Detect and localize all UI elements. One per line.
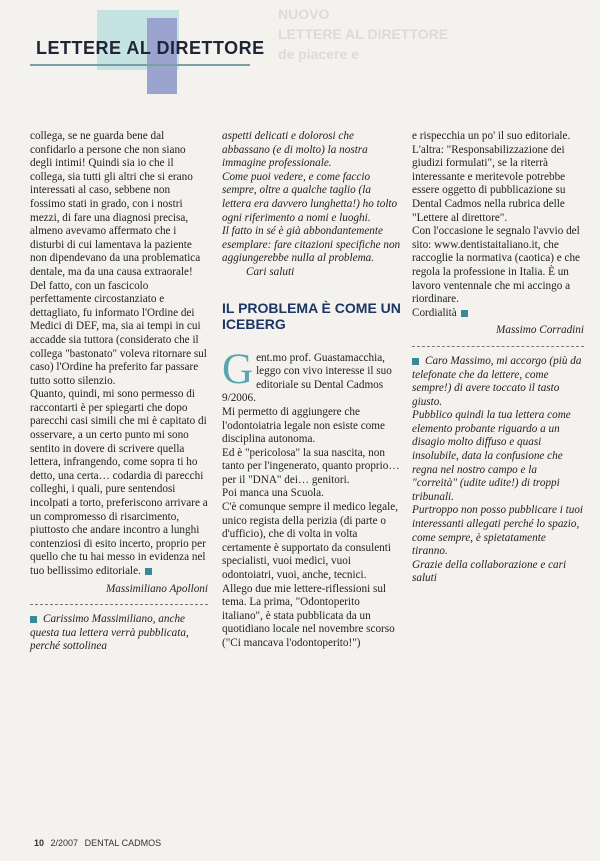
reply-body: Carissimo Massimiliano, anche questa tua lettera verrà pubblicata, perché sottolinea — [30, 613, 189, 653]
header-rule — [30, 64, 250, 66]
reply-text: Grazie della collaborazione e cari saluti — [412, 558, 567, 585]
article-heading: IL PROBLEMA È COME UN ICEBERG — [222, 299, 401, 332]
paragraph-text: Cordialità — [412, 306, 457, 319]
paragraph: Ed è "pericolosa" la sua nascita, non tanto per l'ingenerato, quanto proprio… per il "DNA" dei… genitori. — [222, 446, 400, 486]
bleed-through-text — [270, 0, 600, 90]
column-3 — [412, 130, 584, 586]
letter-signature: Massimo Corradini — [496, 324, 584, 337]
paragraph: collega, se ne guarda bene dal confidarlo a persone che non siano degli intimi! Quindi sia io che il collega, sia tutti gli altri che si erano interessati al caso, sebbene non fossimo stati in grado, con i nostri mezzi, di fare una diagnosi precisa, almeno avevamo affermato che i disturbi di cui lamentava la paziente non dipendevano da una problematica dentale, ma da una causa extraorale! — [30, 130, 201, 278]
column-2 — [222, 130, 402, 651]
paragraph: leggo con vivo interesse il suo editoriale su Dental Cadmos 9/2006. — [222, 365, 392, 405]
paragraph — [412, 307, 584, 321]
paragraph: Poi manca una Scuola. — [222, 487, 324, 500]
end-mark-icon — [145, 568, 152, 575]
salutation: ent.mo prof. Guastamacchia, — [256, 351, 385, 364]
letter-signature: Massimiliano Apolloni — [105, 582, 208, 595]
reply-text: Pubblico quindi la tua lettera come elemento probante riguardo a un disagio molto diffuso e quasi insolubile, data la confusione che regna nel nostro campo e la "correità" (udite udite!) di troppi tribunali. — [412, 409, 571, 503]
reply-mark-icon — [30, 616, 37, 623]
reply-closing: Cari saluti — [246, 265, 295, 278]
reply-text: Come puoi vedere, e come faccio sempre, oltre a qualche taglio (la lettera era davvero lunghetta!) ho tolto ogni riferimento a nomi e luoghi. — [222, 170, 398, 224]
paragraph: Con l'occasione le segnalo l'avvio del sito: www.dentistaitaliano.it, che raccoglie la normativa (caotica) e che regola la professione in Italia. È un lavoro ventennale che mi accingo a riordinare. — [412, 225, 581, 306]
drop-cap: G — [222, 345, 254, 393]
reply-mark-icon — [412, 358, 419, 365]
reply-text: Purtroppo non posso pubblicare i tuoi interessanti allegati perché lo spazio, come sempre, è spietatamente tiranno. — [412, 504, 584, 558]
editor-reply — [412, 346, 584, 586]
page-number: 10 — [34, 838, 45, 848]
magazine-name: DENTAL CADMOS — [84, 838, 162, 848]
column-1 — [30, 130, 208, 654]
reply-text: aspetti delicati e dolorosi che abbassano (e di molto) la nostra immagine professionale. — [222, 130, 368, 170]
end-mark-icon — [461, 310, 468, 317]
editor-reply — [30, 604, 208, 654]
reply-text — [412, 355, 584, 409]
bleed-line: de piacere e — [278, 46, 359, 62]
paragraph: C'è comunque sempre il medico legale, unico regista della perizia (di parte o d'ufficio), che di volta in volta certamente è supportato da consulenti specialisti, vuoi medici, vuoi odontoiatri, vuoi, anche, tecnici. — [222, 501, 398, 582]
reply-text — [30, 613, 208, 654]
reply-text: Il fatto in sé è già abbondantemente esemplare: fare citazioni specifiche non aggiungerebbe nulla al problema. — [222, 225, 401, 265]
paragraph: e rispecchia un po' il suo editoriale. L'altra: "Responsabilizzazione dei giudizi formulati", se la riterrà interessante e meritevole potrebbe essere oggetto di pubblicazione su Dental Cadmos nella rubrica delle "Lettere al direttore". — [412, 130, 571, 224]
reply-body: Caro Massimo, mi accorgo (più da telefonate che da lettere, come sempre!) di avere toccato il tasto giusto. — [412, 354, 582, 408]
paragraph-text: Quanto, quindi, mi sono permesso di raccontarti è per spiegarti che dopo parecchi casi simili che mi è capitato di osservare, a un certo punto mi sono sentito in dovere di scrivere quella lettera, infrangendo, come sopra ti ho detto, una certa… codardia di parecchi colleghi, i quali, pure sentendosi incolpati a torto, preferiscono arrivare a un compromesso di risarcimento, piuttosto che andare incontro a lunghi contenziosi di esito incerto, proprio per quello che tu hai messo in evidenza nel tuo bellissimo editoriale. — [30, 388, 208, 577]
paragraph — [30, 388, 208, 578]
bleed-line: NUOVO — [278, 6, 330, 22]
paragraph: Allego due mie lettere-riflessioni sul tema. La prima, "Odontoperito italiano", è stata pubblicata da un quotidiano locale nel novembre scorso ("Ci mancava l'odontoperito!") — [222, 582, 395, 649]
paragraph: Mi permetto di aggiungere che l'odontoiatria legale non esiste come disciplina autonoma. — [222, 405, 385, 446]
section-header-title: LETTERE AL DIRETTORE — [36, 38, 265, 58]
letter-opening — [222, 345, 402, 406]
issue-number: 2/2007 — [50, 838, 79, 848]
page-footer — [34, 838, 161, 848]
bleed-line: LETTERE AL DIRETTORE — [278, 26, 449, 42]
paragraph: Del fatto, con un fascicolo perfettamente circostanziato e dettagliato, fu informato l'Ordine dei Medici di DEF, ma, sia ai tempi in cui accadde sia tuttora (considerato che il collega "bastonato" voleva ritornare sul caso) l'Ordine ha preferito far passare tutto sotto silenzio. — [30, 279, 207, 387]
